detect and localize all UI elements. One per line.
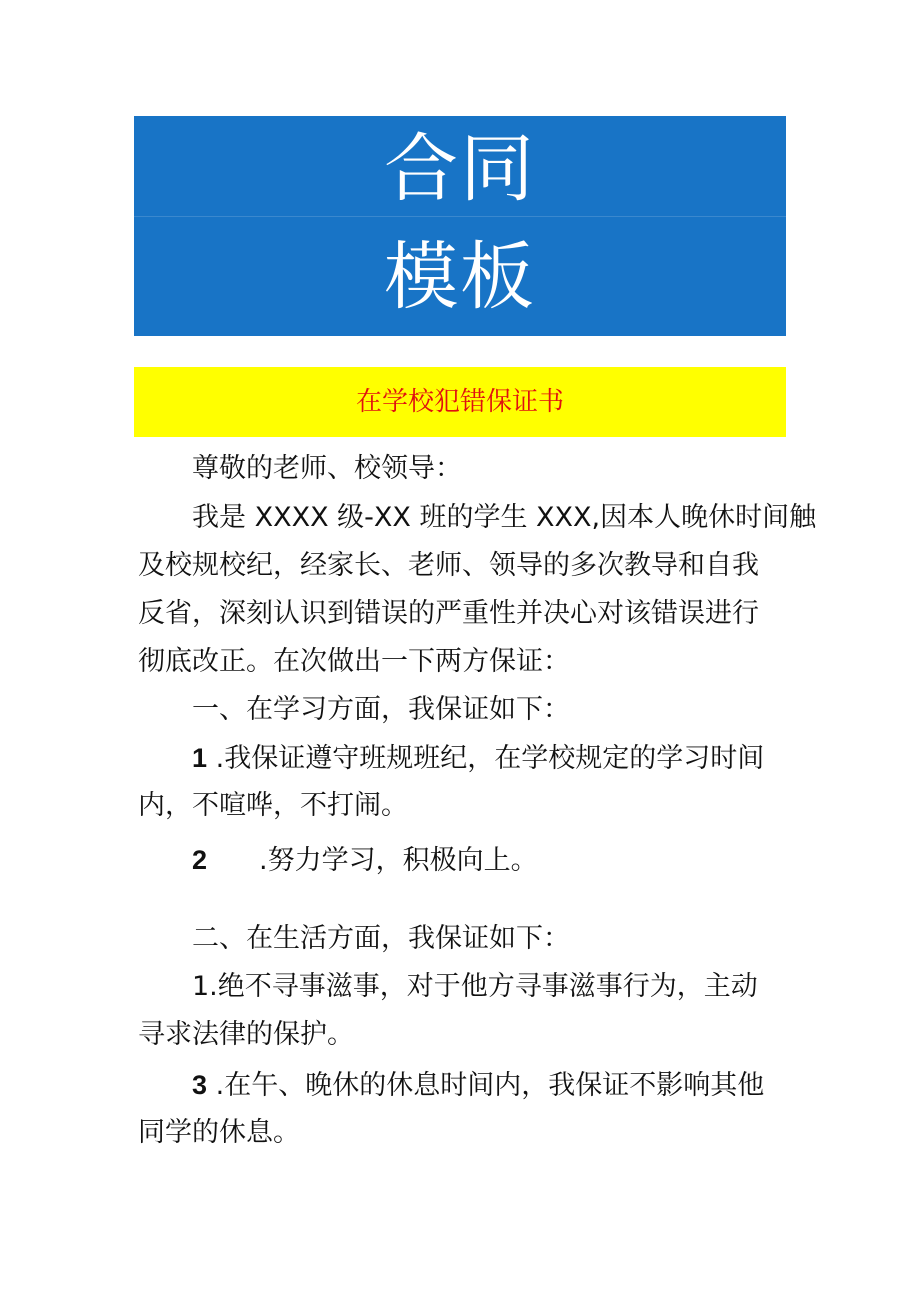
paragraph-1-line-2: 及校规校纪，经家长、老师、领导的多次教导和自我 bbox=[138, 550, 759, 581]
salutation: 尊敬的老师、校领导： bbox=[192, 453, 462, 484]
subtitle-bar bbox=[134, 367, 786, 437]
banner-title-line-2: 模板 bbox=[384, 234, 536, 320]
section-2-item-1-continued: 寻求法律的保护。 bbox=[138, 1019, 354, 1050]
section-1-heading: 一、在学习方面，我保证如下： bbox=[192, 694, 570, 725]
item-text: .我保证遵守班规班纪，在学校规定的学习时间 bbox=[207, 743, 765, 774]
item-text: .在午、晚休的休息时间内，我保证不影响其他 bbox=[207, 1070, 765, 1101]
banner-divider bbox=[134, 216, 786, 217]
section-1-item-1 bbox=[138, 740, 788, 777]
item-number: 1 bbox=[192, 743, 208, 773]
document-title: 在学校犯错保证书 bbox=[355, 387, 564, 417]
section-1-item-2 bbox=[138, 842, 788, 879]
paragraph-1-line-1: 我是 XXXX 级-XX 班的学生 XXX,因本人晚休时间触 bbox=[192, 502, 817, 533]
section-1-item-1-continued: 内，不喧哗，不打闹。 bbox=[138, 790, 408, 821]
banner-title-line-1: 合同 bbox=[384, 126, 536, 212]
item-number: 3 bbox=[192, 1070, 208, 1100]
paragraph-1-line-4: 彻底改正。在次做出一下两方保证： bbox=[138, 646, 570, 677]
section-2-item-3-continued: 同学的休息。 bbox=[138, 1117, 300, 1148]
section-2-item-3 bbox=[138, 1067, 788, 1104]
section-2-item-1: 1.绝不寻事滋事，对于他方寻事滋事行为，主动 bbox=[192, 971, 758, 1002]
section-2-heading: 二、在生活方面，我保证如下： bbox=[192, 923, 570, 954]
paragraph-1-line-3: 反省，深刻认识到错误的严重性并决心对该错误进行 bbox=[138, 598, 759, 629]
item-text: .努力学习，积极向上。 bbox=[259, 845, 538, 876]
item-number: 2 bbox=[192, 845, 208, 875]
